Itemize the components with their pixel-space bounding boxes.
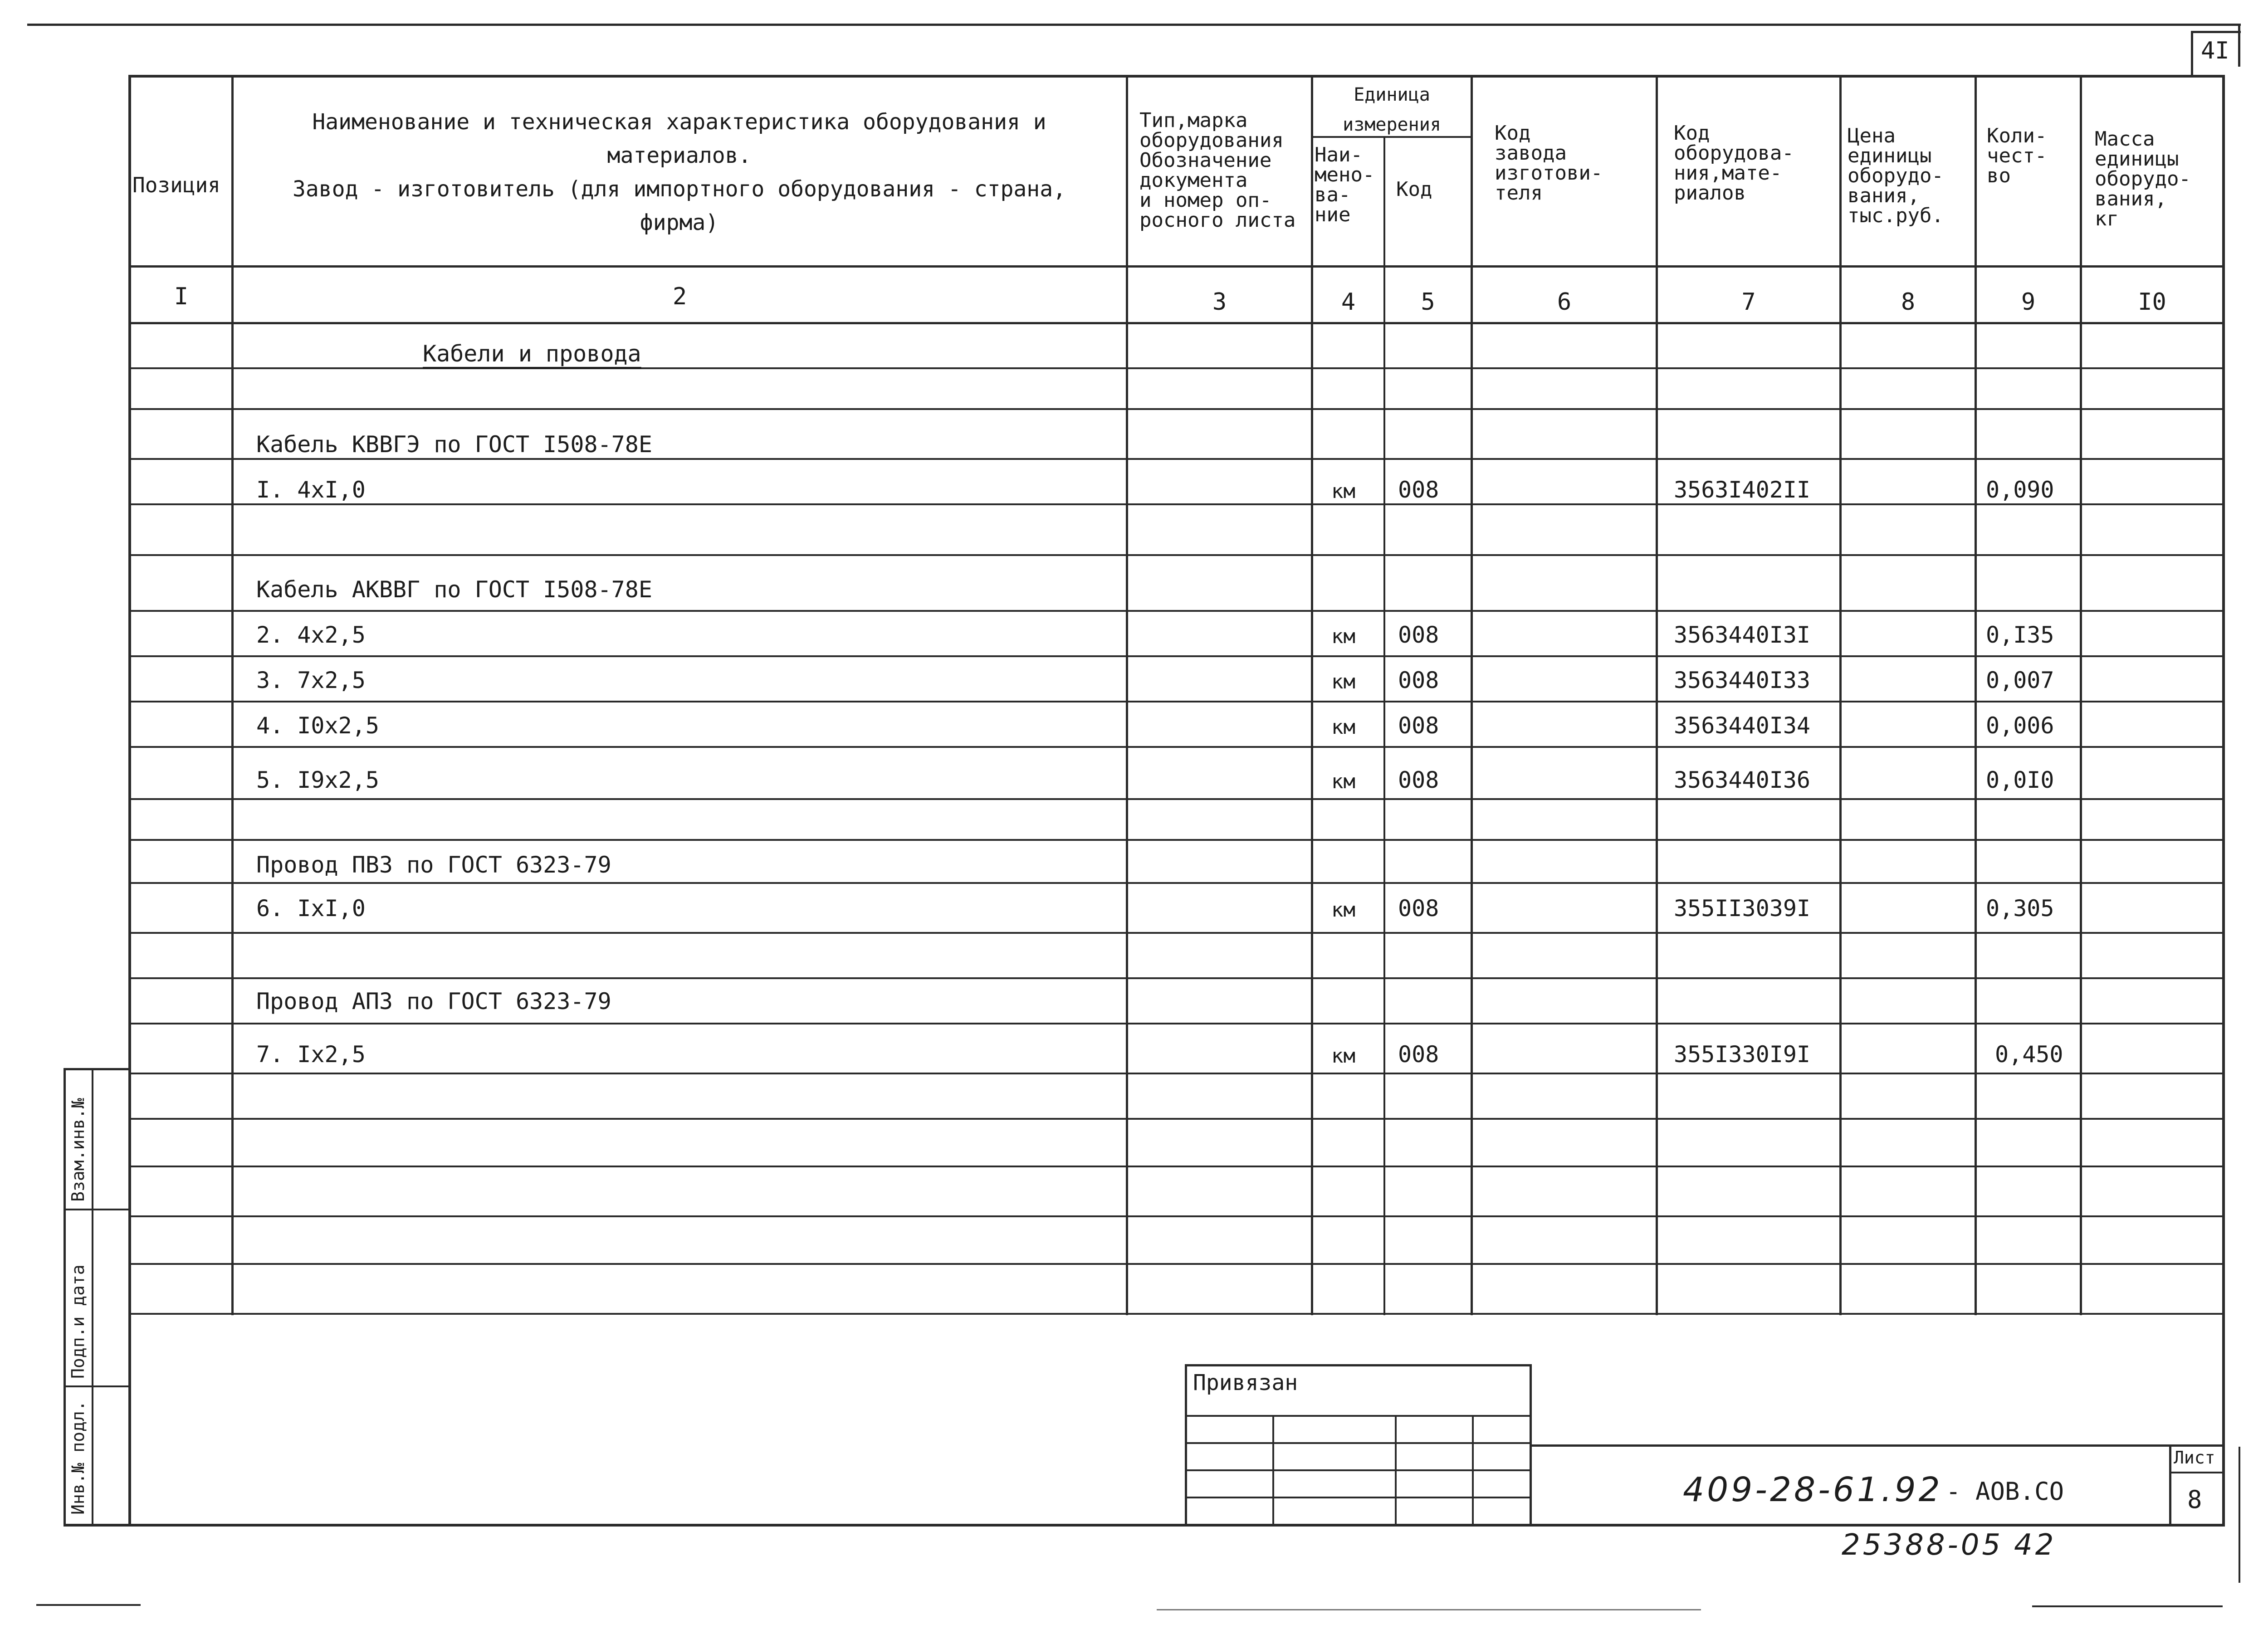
col-line-3 — [1311, 75, 1313, 1315]
table-right-border — [2222, 75, 2225, 1526]
header-mass-line: единицы — [2095, 147, 2179, 171]
header-price-line: вания, — [1848, 184, 1920, 207]
item-unit: км — [1331, 716, 1355, 739]
row-line — [128, 932, 2225, 934]
row-line — [128, 1023, 2225, 1024]
col-line-6 — [1656, 75, 1658, 1315]
table-top-border — [128, 75, 2225, 78]
row-line — [128, 977, 2225, 979]
item-unit-code: 008 — [1398, 622, 1439, 648]
sheet-number-top: 4I — [2201, 37, 2229, 64]
header-equipment-code-line: риалов — [1674, 181, 1746, 205]
item-unit-code: 008 — [1398, 895, 1439, 922]
row-line — [128, 1313, 2225, 1315]
item-unit: км — [1331, 625, 1355, 648]
header-mass-line: вания, — [2095, 187, 2167, 210]
item-name: 4. I0х2,5 — [256, 712, 379, 739]
item-name: 5. I9х2,5 — [256, 767, 379, 793]
group-title: Кабель АКВВГ по ГОСТ I508-78Е — [256, 576, 652, 603]
item-unit-code: 008 — [1398, 1041, 1439, 1068]
item-code: 355I330I9I — [1674, 1041, 1811, 1068]
privyazan-line — [1185, 1497, 1532, 1498]
col-number: 3 — [1212, 288, 1227, 316]
item-code: 3563440I33 — [1674, 667, 1811, 693]
header-quantity — [1987, 126, 2077, 186]
header-equipment-code — [1674, 123, 1837, 203]
archive-number-suffix: 42 — [2014, 1528, 2057, 1562]
header-name-line: материалов. — [607, 143, 752, 168]
col-number: I0 — [2138, 288, 2166, 316]
col-number: 4 — [1341, 288, 1356, 316]
col-line-8 — [1975, 75, 1977, 1315]
item-qty: 0,006 — [1986, 712, 2054, 739]
bottom-edge-mark — [2032, 1605, 2223, 1607]
header-unit-name-line: ние — [1315, 203, 1351, 226]
group-title: Кабель КВВГЭ по ГОСТ I508-78Е — [256, 431, 652, 458]
header-equipment-code-line: оборудова- — [1674, 141, 1794, 165]
header-factory-code-line: теля — [1495, 181, 1543, 205]
item-unit: км — [1331, 898, 1355, 922]
item-code: 3563440I36 — [1674, 767, 1811, 793]
colnum-bottom-line — [128, 322, 2225, 324]
col-number: 6 — [1557, 288, 1572, 316]
item-name: 2. 4х2,5 — [256, 622, 366, 648]
sheet-number: 8 — [2187, 1485, 2202, 1514]
row-line — [128, 746, 2225, 748]
section-title: Кабели и провода — [423, 341, 641, 367]
col-line-7 — [1839, 75, 1842, 1315]
side-stamp-vzam-inv: Взам.инв.№ — [68, 1098, 88, 1202]
archive-number: 25388-05 — [1842, 1528, 2004, 1562]
col-number: 5 — [1421, 288, 1435, 316]
header-unit-name-line: мено- — [1315, 163, 1375, 186]
item-code: 3563I402II — [1674, 477, 1811, 503]
header-factory-code — [1495, 123, 1653, 203]
side-stamp-divider — [64, 1209, 128, 1210]
privyazan-col — [1272, 1415, 1274, 1525]
right-edge-mark — [2239, 1447, 2240, 1583]
header-mass — [2095, 129, 2222, 229]
sheet-label: Лист — [2174, 1448, 2215, 1468]
side-stamp-inv-podl: Инв.№ подл. — [68, 1400, 88, 1515]
privyazan-line — [1185, 1415, 1532, 1417]
header-name-line: Завод - изготовитель (для импортного оборудования - страна, — [292, 176, 1066, 202]
header-factory-code-line: изготови- — [1495, 161, 1603, 185]
header-factory-code-line: Код — [1495, 122, 1531, 145]
header-price — [1848, 126, 1975, 226]
row-line — [128, 839, 2225, 841]
document-suffix: - АОВ.СО — [1946, 1477, 2064, 1506]
privyazan-col — [1395, 1415, 1397, 1525]
header-unit-code: Код — [1396, 178, 1432, 201]
header-name-line: Наименование и техническая характеристика оборудования и — [312, 109, 1046, 135]
row-line — [128, 367, 2225, 369]
col-number: 8 — [1901, 288, 1916, 316]
item-unit: км — [1331, 670, 1355, 693]
row-line — [128, 701, 2225, 702]
group-title: Провод ПВЗ по ГОСТ 6323-79 — [256, 852, 611, 878]
document-code: 409-28-61.92 — [1683, 1470, 1943, 1509]
header-equipment-code-line: ния,мате- — [1674, 161, 1782, 185]
col-number: I — [174, 283, 189, 310]
top-right-tick — [2238, 24, 2240, 67]
item-qty: 0,450 — [1995, 1041, 2063, 1068]
sheet-number-box-divider — [2169, 1472, 2224, 1473]
frame-bottom-border — [64, 1524, 2225, 1527]
item-qty: 0,I35 — [1986, 622, 2054, 648]
item-name: 3. 7х2,5 — [256, 667, 366, 693]
header-type-line: и номер оп- — [1139, 189, 1272, 212]
bottom-edge-mark — [36, 1604, 141, 1606]
header-name-line: фирма) — [640, 210, 719, 235]
header-quantity-line: чест- — [1987, 144, 2047, 167]
header-price-line: оборудо- — [1848, 164, 1944, 187]
row-line — [128, 882, 2225, 884]
item-qty: 0,007 — [1986, 667, 2054, 693]
header-type-line: оборудования — [1139, 129, 1284, 152]
privyazan-col — [1472, 1415, 1474, 1525]
header-type — [1139, 111, 1310, 230]
item-code: 3563440I3I — [1674, 622, 1811, 648]
header-position: Позиция — [132, 173, 220, 197]
row-line — [128, 503, 2225, 505]
header-mass-line: оборудо- — [2095, 167, 2191, 190]
header-price-line: Цена — [1848, 124, 1896, 147]
row-line — [128, 458, 2225, 460]
header-unit-name-line: ва- — [1315, 183, 1351, 206]
row-line — [128, 610, 2225, 612]
col-line-1 — [231, 75, 234, 1315]
col-number: 7 — [1741, 288, 1756, 316]
row-line — [128, 1118, 2225, 1120]
item-qty: 0,0I0 — [1986, 767, 2054, 793]
row-line — [128, 1215, 2225, 1217]
header-type-line: Обозначение — [1139, 149, 1272, 172]
row-line — [128, 408, 2225, 410]
title-block-top-line — [1532, 1444, 2224, 1447]
privyazan-label: Привязан — [1193, 1370, 1298, 1395]
header-quantity-line: Коли- — [1987, 124, 2047, 147]
privyazan-line — [1185, 1442, 1532, 1444]
col-number: 9 — [2021, 288, 2036, 316]
item-unit: км — [1331, 770, 1355, 793]
item-unit: км — [1331, 480, 1355, 503]
col-line-5 — [1471, 75, 1473, 1315]
header-mass-line: кг — [2095, 207, 2119, 230]
col-number: 2 — [672, 283, 687, 310]
row-line — [128, 554, 2225, 556]
bottom-edge-mark — [1157, 1609, 1701, 1610]
header-name — [236, 105, 1123, 239]
header-factory-code-line: завода — [1495, 141, 1567, 165]
item-unit-code: 008 — [1398, 667, 1439, 693]
header-price-line: тыс.руб. — [1848, 204, 1944, 227]
header-type-line: росного листа — [1139, 209, 1296, 232]
item-name: 7. Iх2,5 — [256, 1041, 366, 1068]
header-price-line: единицы — [1848, 144, 1932, 167]
row-line — [128, 655, 2225, 657]
side-stamp-podp-data: Подп.и дата — [68, 1264, 88, 1379]
side-stamp-divider — [64, 1385, 128, 1387]
item-unit-code: 008 — [1398, 767, 1439, 793]
item-qty: 0,090 — [1986, 477, 2054, 503]
row-line — [128, 1073, 2225, 1074]
item-unit: км — [1331, 1044, 1355, 1068]
header-type-line: документа — [1139, 169, 1248, 192]
group-title: Провод АПЗ по ГОСТ 6323-79 — [256, 988, 611, 1015]
side-stamp-divider — [92, 1068, 93, 1526]
item-name: I. 4хI,0 — [256, 477, 366, 503]
row-line — [128, 798, 2225, 800]
row-line — [128, 1263, 2225, 1265]
item-unit-code: 008 — [1398, 712, 1439, 739]
header-unit-name-line: Наи- — [1315, 143, 1363, 166]
header-unit-name — [1315, 145, 1383, 225]
header-mass-line: Масса — [2095, 127, 2155, 151]
header-equipment-code-line: Код — [1674, 122, 1710, 145]
header-quantity-line: во — [1987, 164, 2011, 187]
sheet-box-top — [2191, 31, 2241, 33]
top-long-rule — [27, 24, 2241, 26]
item-unit-code: 008 — [1398, 477, 1439, 503]
header-type-line: Тип,марка — [1139, 109, 1248, 132]
item-name: 6. IхI,0 — [256, 895, 366, 922]
header-bottom-line — [128, 265, 2225, 268]
item-code: 3563440I34 — [1674, 712, 1811, 739]
col-line-2 — [1126, 75, 1128, 1315]
col-line-9 — [2080, 75, 2082, 1315]
header-unit-group: Единица измерения — [1343, 84, 1441, 135]
row-line — [128, 1166, 2225, 1167]
privyazan-line — [1185, 1469, 1532, 1471]
item-qty: 0,305 — [1986, 895, 2054, 922]
sheet-box-left — [2191, 31, 2193, 76]
item-code: 355II3039I — [1674, 895, 1811, 922]
